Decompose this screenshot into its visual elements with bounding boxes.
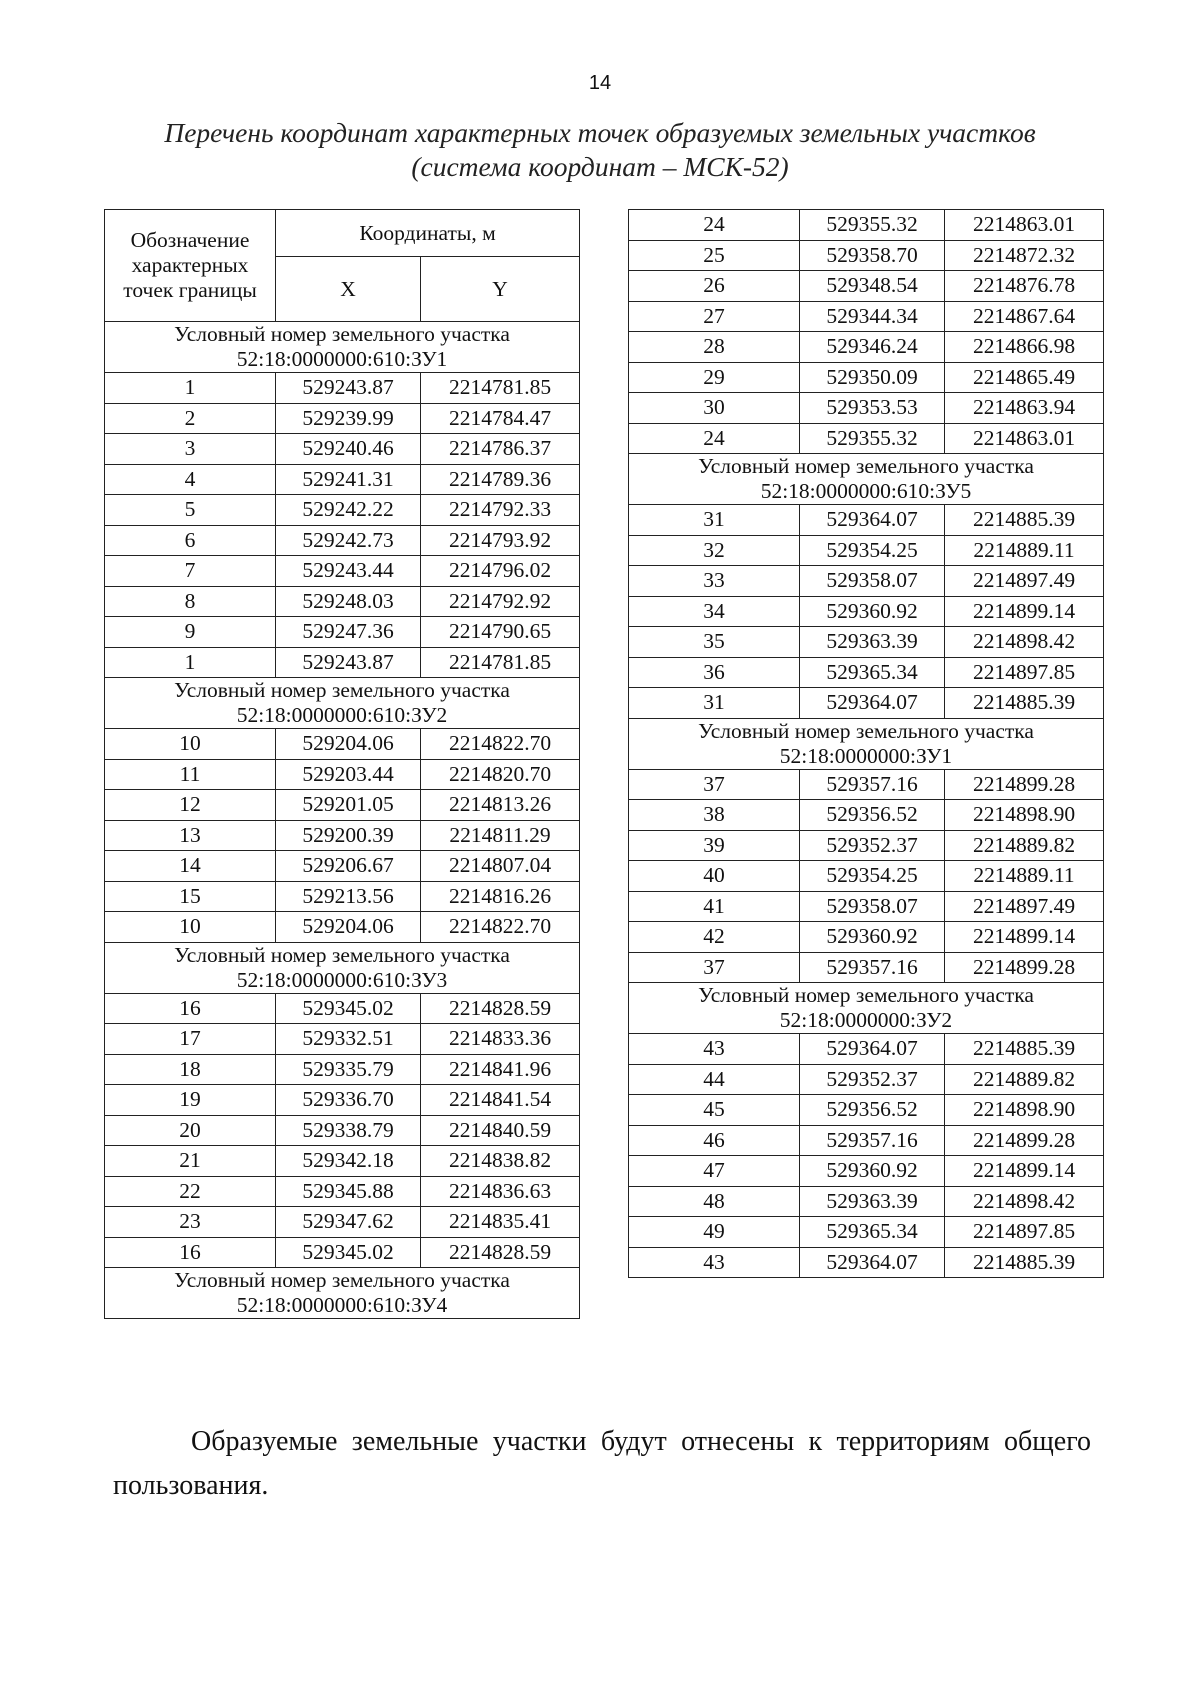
- x-coordinate: 529347.62: [276, 1207, 421, 1238]
- table-row: [629, 393, 1104, 424]
- y-coordinate: 2214897.85: [945, 657, 1104, 688]
- point-number: 35: [629, 627, 800, 658]
- table-row: [629, 657, 1104, 688]
- y-coordinate: 2214885.39: [945, 688, 1104, 719]
- x-coordinate: 529346.24: [800, 332, 945, 363]
- section-label: Условный номер земельного участка: [698, 454, 1034, 478]
- y-coordinate: 2214841.96: [421, 1054, 580, 1085]
- point-number: 14: [105, 851, 276, 882]
- table-row: [629, 505, 1104, 536]
- cadastral-number: 52:18:0000000:610:ЗУ5: [760, 479, 972, 503]
- point-number: 1: [105, 647, 276, 678]
- table-row: [105, 881, 580, 912]
- table-row: [105, 790, 580, 821]
- table-row: [105, 525, 580, 556]
- point-number: 43: [629, 1247, 800, 1278]
- table-row: [105, 729, 580, 760]
- point-number: 9: [105, 617, 276, 648]
- table-row: [629, 1125, 1104, 1156]
- y-coordinate: 2214836.63: [421, 1176, 580, 1207]
- table-row: [629, 1095, 1104, 1126]
- y-coordinate: 2214897.49: [945, 891, 1104, 922]
- x-coordinate: 529352.37: [800, 830, 945, 861]
- x-coordinate: 529356.52: [800, 1095, 945, 1126]
- y-coordinate: 2214867.64: [945, 301, 1104, 332]
- y-coordinate: 2214792.92: [421, 586, 580, 617]
- x-coordinate: 529242.22: [276, 495, 421, 526]
- point-number: 20: [105, 1115, 276, 1146]
- table-row: [629, 332, 1104, 363]
- body-paragraph: Образуемые земельные участки будут отнесены к территориям общего пользования.: [113, 1426, 1091, 1501]
- x-coordinate: 529352.37: [800, 1064, 945, 1095]
- point-number: 38: [629, 800, 800, 831]
- point-number: 31: [629, 688, 800, 719]
- table-row: [629, 596, 1104, 627]
- point-number: 4: [105, 464, 276, 495]
- x-coordinate: 529213.56: [276, 881, 421, 912]
- point-number: 5: [105, 495, 276, 526]
- y-coordinate: 2214889.11: [945, 535, 1104, 566]
- y-coordinate: 2214811.29: [421, 820, 580, 851]
- table-row: [105, 556, 580, 587]
- y-coordinate: 2214790.65: [421, 617, 580, 648]
- section-heading: [629, 454, 1104, 505]
- x-coordinate: 529348.54: [800, 271, 945, 302]
- section-heading: [629, 983, 1104, 1034]
- x-coordinate: 529363.39: [800, 627, 945, 658]
- table-row: [105, 1115, 580, 1146]
- table-row: [105, 464, 580, 495]
- table-row: [629, 688, 1104, 719]
- x-coordinate: 529241.31: [276, 464, 421, 495]
- x-coordinate: 529239.99: [276, 403, 421, 434]
- y-coordinate: 2214885.39: [945, 505, 1104, 536]
- section-row: [629, 983, 1104, 1034]
- y-coordinate: 2214898.42: [945, 627, 1104, 658]
- y-coordinate: 2214898.42: [945, 1186, 1104, 1217]
- point-number: 26: [629, 271, 800, 302]
- point-number: 36: [629, 657, 800, 688]
- point-number: 37: [629, 769, 800, 800]
- page-number: 14: [588, 72, 612, 94]
- section-label: Условный номер земельного участка: [698, 718, 1034, 743]
- section-row: [105, 1268, 580, 1319]
- section-row: [105, 942, 580, 993]
- x-coordinate: 529204.06: [276, 729, 421, 760]
- cadastral-number: 52:18:0000000:610:ЗУ1: [236, 347, 448, 371]
- x-coordinate: 529344.34: [800, 301, 945, 332]
- table-row: [105, 1085, 580, 1116]
- header-coordinates: Координаты, м: [276, 210, 580, 257]
- point-number: 8: [105, 586, 276, 617]
- y-coordinate: 2214872.32: [945, 240, 1104, 271]
- point-number: 12: [105, 790, 276, 821]
- y-coordinate: 2214793.92: [421, 525, 580, 556]
- y-coordinate: 2214899.28: [945, 952, 1104, 983]
- x-coordinate: 529204.06: [276, 912, 421, 943]
- y-coordinate: 2214820.70: [421, 759, 580, 790]
- point-number: 15: [105, 881, 276, 912]
- table-row: [105, 759, 580, 790]
- table-row: [105, 586, 580, 617]
- point-number: 16: [105, 993, 276, 1024]
- table-row: [105, 495, 580, 526]
- table-row: [629, 1217, 1104, 1248]
- y-coordinate: 2214838.82: [421, 1146, 580, 1177]
- y-coordinate: 2214813.26: [421, 790, 580, 821]
- point-number: 24: [629, 210, 800, 241]
- x-coordinate: 529350.09: [800, 362, 945, 393]
- table-row: [629, 1156, 1104, 1187]
- table-row: [105, 1024, 580, 1055]
- section-row: [629, 454, 1104, 505]
- point-number: 46: [629, 1125, 800, 1156]
- table-row: [629, 301, 1104, 332]
- point-number: 49: [629, 1217, 800, 1248]
- y-coordinate: 2214863.01: [945, 423, 1104, 454]
- point-number: 33: [629, 566, 800, 597]
- x-coordinate: 529240.46: [276, 434, 421, 465]
- table-row: [105, 403, 580, 434]
- table-row: [629, 210, 1104, 241]
- point-number: 13: [105, 820, 276, 851]
- table-row: [105, 434, 580, 465]
- y-coordinate: 2214841.54: [421, 1085, 580, 1116]
- y-coordinate: 2214835.41: [421, 1207, 580, 1238]
- header-x: X: [276, 257, 421, 322]
- point-number: 41: [629, 891, 800, 922]
- x-coordinate: 529248.03: [276, 586, 421, 617]
- x-coordinate: 529342.18: [276, 1146, 421, 1177]
- section-heading: [105, 942, 580, 993]
- table-row: [629, 891, 1104, 922]
- section-row: [105, 322, 580, 373]
- x-coordinate: 529358.07: [800, 891, 945, 922]
- table-row: [105, 1146, 580, 1177]
- y-coordinate: 2214889.82: [945, 830, 1104, 861]
- section-row: [629, 718, 1104, 769]
- cadastral-number: 52:18:0000000:610:ЗУ4: [236, 1293, 448, 1317]
- x-coordinate: 529360.92: [800, 596, 945, 627]
- table-row: [105, 912, 580, 943]
- table-row: [629, 566, 1104, 597]
- y-coordinate: 2214833.36: [421, 1024, 580, 1055]
- y-coordinate: 2214899.28: [945, 769, 1104, 800]
- point-number: 22: [105, 1176, 276, 1207]
- x-coordinate: 529357.16: [800, 1125, 945, 1156]
- x-coordinate: 529354.25: [800, 535, 945, 566]
- point-number: 2: [105, 403, 276, 434]
- y-coordinate: 2214863.94: [945, 393, 1104, 424]
- point-number: 30: [629, 393, 800, 424]
- table-row: [629, 627, 1104, 658]
- section-heading: [105, 1268, 580, 1319]
- x-coordinate: 529242.73: [276, 525, 421, 556]
- coordinates-table-left: [104, 209, 580, 1319]
- y-coordinate: 2214807.04: [421, 851, 580, 882]
- y-coordinate: 2214863.01: [945, 210, 1104, 241]
- table-row: [629, 861, 1104, 892]
- section-label: Условный номер земельного участка: [698, 983, 1034, 1007]
- y-coordinate: 2214792.33: [421, 495, 580, 526]
- x-coordinate: 529360.92: [800, 1156, 945, 1187]
- y-coordinate: 2214840.59: [421, 1115, 580, 1146]
- point-number: 23: [105, 1207, 276, 1238]
- x-coordinate: 529365.34: [800, 657, 945, 688]
- x-coordinate: 529364.07: [800, 1247, 945, 1278]
- x-coordinate: 529201.05: [276, 790, 421, 821]
- point-number: 17: [105, 1024, 276, 1055]
- point-number: 19: [105, 1085, 276, 1116]
- section-label: Условный номер земельного участка: [174, 1268, 510, 1292]
- header-y: Y: [421, 257, 580, 322]
- x-coordinate: 529356.52: [800, 800, 945, 831]
- y-coordinate: 2214781.85: [421, 647, 580, 678]
- section-label: Условный номер земельного участка: [174, 678, 510, 702]
- x-coordinate: 529203.44: [276, 759, 421, 790]
- table-row: [629, 271, 1104, 302]
- point-number: 24: [629, 423, 800, 454]
- point-number: 45: [629, 1095, 800, 1126]
- x-coordinate: 529338.79: [276, 1115, 421, 1146]
- point-number: 11: [105, 759, 276, 790]
- table-row: [105, 647, 580, 678]
- y-coordinate: 2214828.59: [421, 993, 580, 1024]
- y-coordinate: 2214898.90: [945, 800, 1104, 831]
- y-coordinate: 2214898.90: [945, 1095, 1104, 1126]
- point-number: 16: [105, 1237, 276, 1268]
- y-coordinate: 2214796.02: [421, 556, 580, 587]
- table-row: [105, 1176, 580, 1207]
- y-coordinate: 2214899.14: [945, 922, 1104, 953]
- x-coordinate: 529365.34: [800, 1217, 945, 1248]
- y-coordinate: 2214897.85: [945, 1217, 1104, 1248]
- table-row: [105, 373, 580, 404]
- x-coordinate: 529335.79: [276, 1054, 421, 1085]
- point-number: 32: [629, 535, 800, 566]
- x-coordinate: 529243.87: [276, 647, 421, 678]
- y-coordinate: 2214866.98: [945, 332, 1104, 363]
- coordinates-table-right: [628, 209, 1104, 1278]
- x-coordinate: 529345.88: [276, 1176, 421, 1207]
- x-coordinate: 529364.07: [800, 1034, 945, 1065]
- x-coordinate: 529206.67: [276, 851, 421, 882]
- y-coordinate: 2214899.14: [945, 1156, 1104, 1187]
- x-coordinate: 529363.39: [800, 1186, 945, 1217]
- table-row: [105, 820, 580, 851]
- point-number: 42: [629, 922, 800, 953]
- x-coordinate: 529354.25: [800, 861, 945, 892]
- point-number: 18: [105, 1054, 276, 1085]
- cadastral-number: 52:18:0000000:610:ЗУ3: [236, 967, 448, 992]
- point-number: 37: [629, 952, 800, 983]
- x-coordinate: 529357.16: [800, 769, 945, 800]
- y-coordinate: 2214889.82: [945, 1064, 1104, 1095]
- point-number: 39: [629, 830, 800, 861]
- y-coordinate: 2214816.26: [421, 881, 580, 912]
- table-row: [629, 423, 1104, 454]
- point-number: 3: [105, 434, 276, 465]
- section-heading: [105, 322, 580, 373]
- table-row: [629, 362, 1104, 393]
- point-number: 27: [629, 301, 800, 332]
- x-coordinate: 529243.87: [276, 373, 421, 404]
- y-coordinate: 2214784.47: [421, 403, 580, 434]
- table-row: [105, 1207, 580, 1238]
- section-heading: [105, 678, 580, 729]
- point-number: 1: [105, 373, 276, 404]
- table-row: [629, 922, 1104, 953]
- x-coordinate: 529336.70: [276, 1085, 421, 1116]
- x-coordinate: 529243.44: [276, 556, 421, 587]
- y-coordinate: 2214876.78: [945, 271, 1104, 302]
- table-row: [629, 535, 1104, 566]
- point-number: 28: [629, 332, 800, 363]
- x-coordinate: 529353.53: [800, 393, 945, 424]
- cadastral-number: 52:18:0000000:ЗУ1: [779, 743, 953, 768]
- point-number: 34: [629, 596, 800, 627]
- table-row: [629, 1247, 1104, 1278]
- point-number: 10: [105, 912, 276, 943]
- y-coordinate: 2214822.70: [421, 729, 580, 760]
- y-coordinate: 2214885.39: [945, 1247, 1104, 1278]
- x-coordinate: 529355.32: [800, 423, 945, 454]
- section-label: Условный номер земельного участка: [174, 942, 510, 967]
- table-row: [105, 617, 580, 648]
- y-coordinate: 2214899.28: [945, 1125, 1104, 1156]
- x-coordinate: 529345.02: [276, 993, 421, 1024]
- table-row: [629, 952, 1104, 983]
- table-row: [629, 1064, 1104, 1095]
- y-coordinate: 2214786.37: [421, 434, 580, 465]
- section-label: Условный номер земельного участка: [174, 322, 510, 346]
- x-coordinate: 529360.92: [800, 922, 945, 953]
- table-row: [105, 1054, 580, 1085]
- point-number: 21: [105, 1146, 276, 1177]
- x-coordinate: 529364.07: [800, 505, 945, 536]
- y-coordinate: 2214885.39: [945, 1034, 1104, 1065]
- point-number: 29: [629, 362, 800, 393]
- cadastral-number: 52:18:0000000:610:ЗУ2: [236, 703, 448, 727]
- point-number: 48: [629, 1186, 800, 1217]
- x-coordinate: 529200.39: [276, 820, 421, 851]
- x-coordinate: 529247.36: [276, 617, 421, 648]
- title-line-1: Перечень координат характерных точек образуемых земельных участков: [164, 117, 1036, 148]
- y-coordinate: 2214889.11: [945, 861, 1104, 892]
- section-row: [105, 678, 580, 729]
- document-title: [100, 116, 1100, 184]
- point-number: 6: [105, 525, 276, 556]
- point-number: 44: [629, 1064, 800, 1095]
- table-row: [629, 1186, 1104, 1217]
- x-coordinate: 529358.70: [800, 240, 945, 271]
- point-number: 47: [629, 1156, 800, 1187]
- title-line-2: (система координат – МСК-52): [411, 151, 789, 182]
- cadastral-number: 52:18:0000000:ЗУ2: [779, 1008, 953, 1032]
- table-row: [629, 1034, 1104, 1065]
- table-row: [629, 769, 1104, 800]
- point-number: 7: [105, 556, 276, 587]
- x-coordinate: 529345.02: [276, 1237, 421, 1268]
- section-heading: [629, 718, 1104, 769]
- x-coordinate: 529358.07: [800, 566, 945, 597]
- x-coordinate: 529355.32: [800, 210, 945, 241]
- table-row: [105, 1237, 580, 1268]
- table-row: [105, 993, 580, 1024]
- y-coordinate: 2214822.70: [421, 912, 580, 943]
- point-number: 43: [629, 1034, 800, 1065]
- table-row: [629, 240, 1104, 271]
- header-point-designation: Обозначение характерных точек границы: [105, 210, 276, 322]
- table-row: [629, 800, 1104, 831]
- table-row: [105, 851, 580, 882]
- point-number: 40: [629, 861, 800, 892]
- y-coordinate: 2214828.59: [421, 1237, 580, 1268]
- point-number: 25: [629, 240, 800, 271]
- x-coordinate: 529364.07: [800, 688, 945, 719]
- y-coordinate: 2214897.49: [945, 566, 1104, 597]
- y-coordinate: 2214789.36: [421, 464, 580, 495]
- point-number: 31: [629, 505, 800, 536]
- point-number: 10: [105, 729, 276, 760]
- x-coordinate: 529332.51: [276, 1024, 421, 1055]
- x-coordinate: 529357.16: [800, 952, 945, 983]
- table-row: [629, 830, 1104, 861]
- y-coordinate: 2214865.49: [945, 362, 1104, 393]
- y-coordinate: 2214781.85: [421, 373, 580, 404]
- y-coordinate: 2214899.14: [945, 596, 1104, 627]
